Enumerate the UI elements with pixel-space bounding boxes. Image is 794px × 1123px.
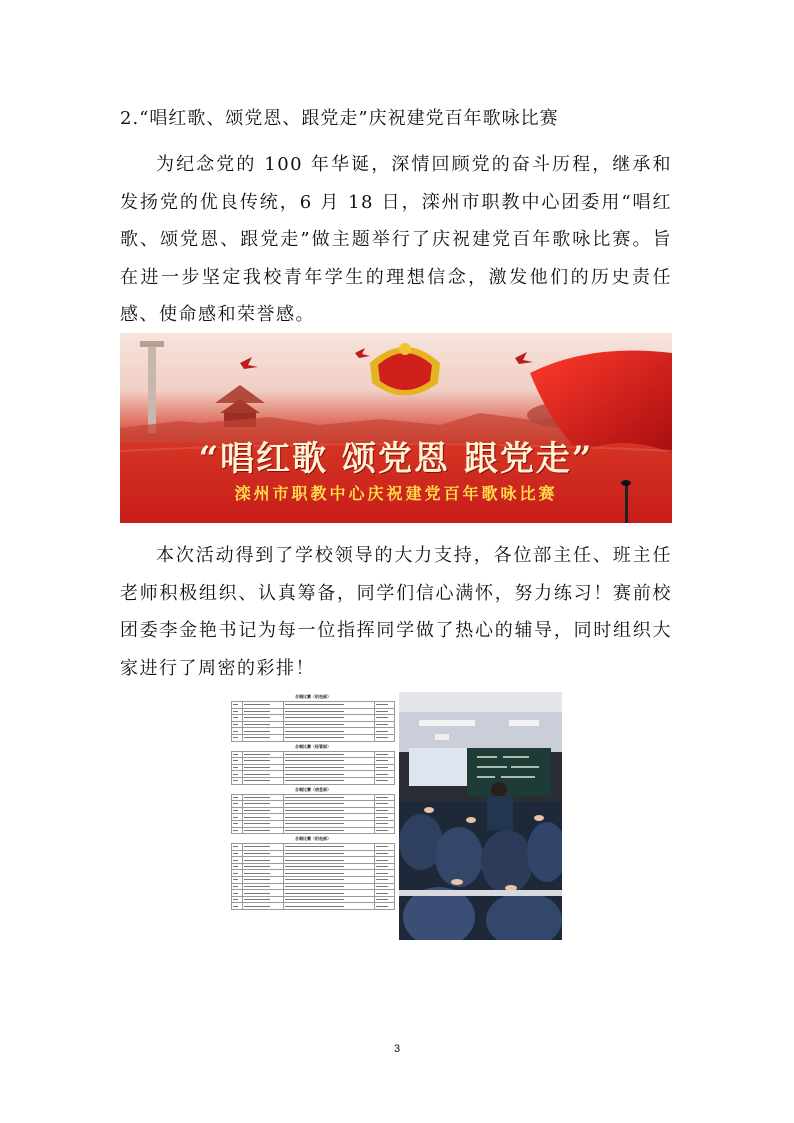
schedule-section-title: 合唱比赛（机电部） xyxy=(295,836,331,842)
schedule-section-title: 合唱比赛（经管部） xyxy=(295,743,331,749)
schedule-row xyxy=(232,903,395,910)
schedule-row xyxy=(232,877,395,884)
schedule-row xyxy=(232,820,395,827)
schedule-row xyxy=(232,702,395,709)
event-banner-image xyxy=(120,333,672,523)
schedule-row xyxy=(232,728,395,735)
schedule-row xyxy=(232,863,395,870)
schedule-row xyxy=(232,827,395,834)
schedule-row xyxy=(232,857,395,864)
schedule-table xyxy=(231,843,395,910)
schedule-row xyxy=(232,708,395,715)
schedule-row xyxy=(232,734,395,741)
schedule-table xyxy=(231,701,395,742)
schedule-row xyxy=(232,771,395,778)
schedule-row xyxy=(232,758,395,765)
schedule-row xyxy=(232,764,395,771)
schedule-row xyxy=(232,896,395,903)
banner-subtitle: 滦州市职教中心庆祝建党百年歌咏比赛 xyxy=(234,484,558,503)
schedule-row xyxy=(232,814,395,821)
banner-title: “唱红歌 颂党恩 跟党走” xyxy=(198,439,594,479)
schedule-table xyxy=(231,794,395,835)
section-heading: 2.“唱红歌、颂党恩、跟党走”庆祝建党百年歌咏比赛 xyxy=(120,108,559,129)
schedule-row xyxy=(232,751,395,758)
schedule-row xyxy=(232,850,395,857)
schedule-row xyxy=(232,870,395,877)
schedule-row xyxy=(232,807,395,814)
schedule-document-image xyxy=(231,692,395,940)
schedule-row xyxy=(232,844,395,851)
schedule-row xyxy=(232,777,395,784)
classroom-photo-artwork xyxy=(399,692,562,940)
schedule-table xyxy=(231,751,395,785)
schedule-row xyxy=(232,715,395,722)
schedule-row xyxy=(232,883,395,890)
page-number: 3 xyxy=(393,1043,401,1055)
schedule-section-title: 合唱比赛（信息部） xyxy=(295,786,331,792)
schedule-row xyxy=(232,890,395,897)
preparation-paragraph: 本次活动得到了学校领导的大力支持，各位部主任、班主任老师积极组织、认真筹备，同学们信心满怀，努力练习！赛前校团委李金艳书记为每一位指挥同学做了热心的辅导，同时组织大家进行了周密的彩排！ xyxy=(120,545,672,679)
schedule-section-title: 合唱比赛（机电部） xyxy=(295,694,331,699)
schedule-row xyxy=(232,801,395,808)
intro-paragraph: 为纪念党的 100 年华诞，深情回顾党的奋斗历程，继承和发扬党的优良传统，6 月 18 日，滦州市职教中心团委用“唱红歌、颂党恩、跟党走”做主题举行了庆祝建党百年歌咏比赛。旨在进一步坚定我校青年学生的理想信念，激发他们的历史责任感、使命感和荣誉感。 xyxy=(120,154,672,325)
classroom-rehearsal-photo xyxy=(399,692,562,940)
schedule-row xyxy=(232,794,395,801)
schedule-row xyxy=(232,721,395,728)
